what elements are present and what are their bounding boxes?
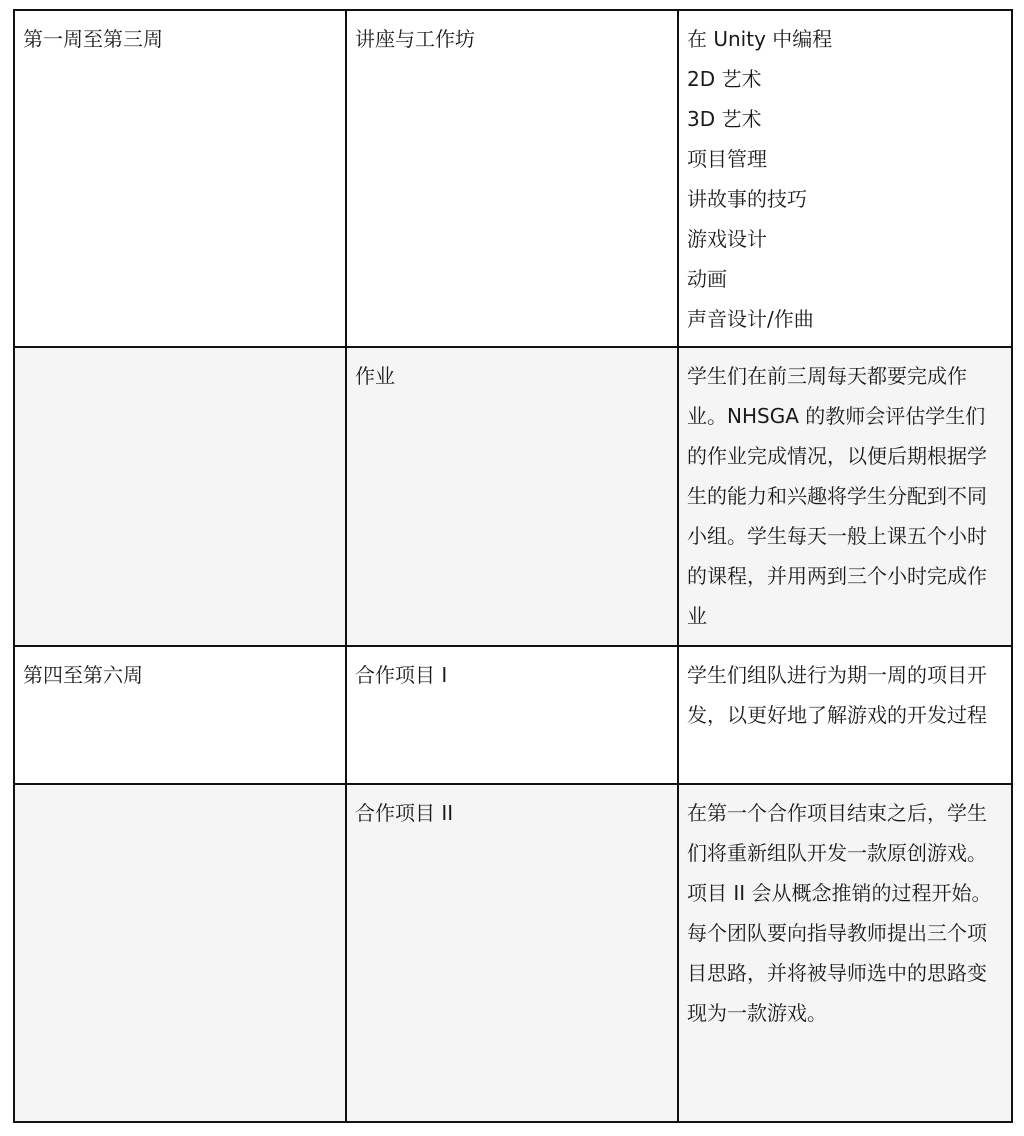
topic-item: 3D 艺术 bbox=[687, 107, 762, 131]
description-cell bbox=[678, 347, 1012, 646]
activity-type-label: 讲座与工作坊 bbox=[355, 27, 475, 51]
topic-item: 游戏设计 bbox=[687, 227, 767, 251]
activity-type-label: 作业 bbox=[355, 364, 395, 388]
schedule-table bbox=[13, 9, 1013, 1123]
topic-item: 讲故事的技巧 bbox=[687, 187, 807, 211]
topics-cell bbox=[678, 10, 1012, 347]
description-text: 学生们在前三周每天都要完成作业。NHSGA 的教师会评估学生们的作业完成情况，以便后期根据学生的能力和兴趣将学生分配到不同小组。学生每天一般上课五个小时的课程，并用两到三个小时完成作业 bbox=[687, 364, 987, 628]
description-cell bbox=[678, 646, 1012, 784]
activity-type-label: 合作项目 I bbox=[355, 663, 448, 687]
description-text: 学生们组队进行为期一周的项目开发，以更好地了解游戏的开发过程 bbox=[687, 663, 987, 727]
table-row bbox=[14, 784, 1012, 1122]
description-cell bbox=[678, 784, 1012, 1122]
week-cell bbox=[14, 347, 346, 646]
week-label: 第一周至第三周 bbox=[23, 27, 163, 51]
activity-type-cell bbox=[346, 646, 678, 784]
topic-item: 在 Unity 中编程 bbox=[687, 27, 833, 51]
week-cell bbox=[14, 646, 346, 784]
week-label: 第四至第六周 bbox=[23, 663, 143, 687]
description-text: 在第一个合作项目结束之后，学生们将重新组队开发一款原创游戏。项目 II 会从概念推销的过程开始。每个团队要向指导教师提出三个项目思路，并将被导师选中的思路变现为一款游戏。 bbox=[687, 801, 992, 1025]
activity-type-label: 合作项目 II bbox=[355, 801, 454, 825]
week-cell bbox=[14, 784, 346, 1122]
topic-item: 声音设计/作曲 bbox=[687, 307, 814, 331]
activity-type-cell bbox=[346, 347, 678, 646]
activity-type-cell bbox=[346, 10, 678, 347]
week-cell bbox=[14, 10, 346, 347]
activity-type-cell bbox=[346, 784, 678, 1122]
topic-item: 2D 艺术 bbox=[687, 67, 762, 91]
table-row bbox=[14, 347, 1012, 646]
topic-item: 项目管理 bbox=[687, 147, 767, 171]
topic-item: 动画 bbox=[687, 267, 727, 291]
table-row bbox=[14, 646, 1012, 784]
table-row bbox=[14, 10, 1012, 347]
